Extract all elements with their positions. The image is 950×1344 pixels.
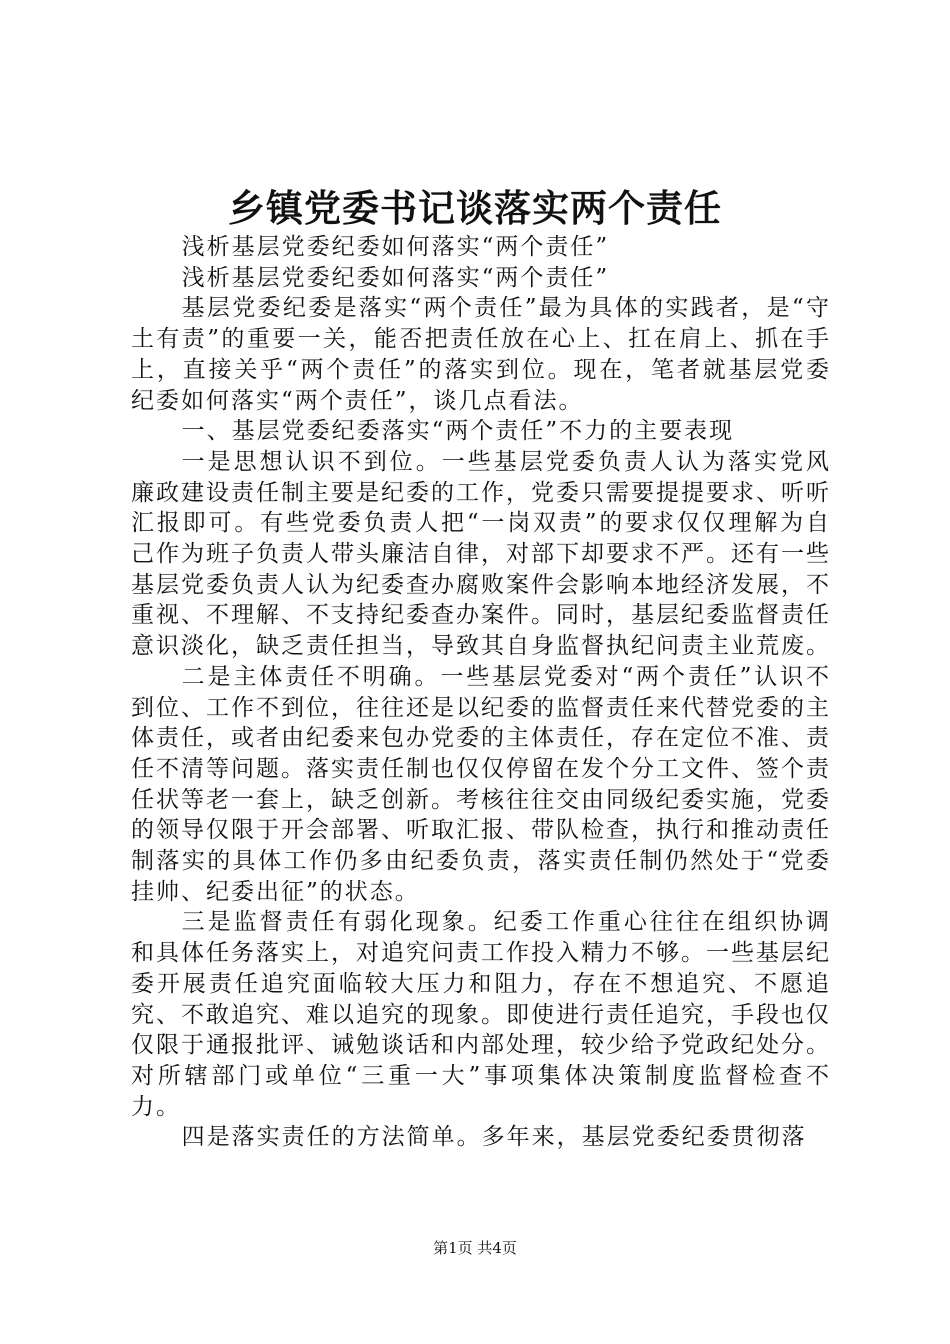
paragraph: 浅析基层党委纪委如何落实“两个责任” (181, 264, 610, 291)
section-heading: 一、基层党委纪委落实“两个责任”不力的主要表现 (181, 418, 735, 445)
paragraph: 基层党委纪委是落实“两个责任”最为具体的实践者，是“守土有责”的重要一关，能否把责任放在心上、扛在肩上、抓在手上，直接关乎“两个责任”的落实到位。现在，笔者就基层党委纪委如何落实“两个责任”，谈几点看法。 (131, 295, 831, 414)
paragraph: 二是主体责任不明确。一些基层党委对“两个责任”认识不到位、工作不到位，往往还是以纪委的监督责任来代替党委的主体责任，或者由纪委来包办党委的主体责任，存在定位不准、责任不清等问题。落实责任制也仅仅停留在发个分工文件、签个责任状等老一套上，缺乏创新。考核往往交由同级纪委实施，党委的领导仅限于开会部署、听取汇报、带队检查，执行和推动责任制落实的具体工作仍多由纪委负责，落实责任制仍然处于“党委挂帅、纪委出征”的状态。 (131, 663, 831, 905)
paragraph: 四是落实责任的方法简单。多年来，基层党委纪委贯彻落 (181, 1124, 807, 1151)
page-number-footer: 第1页 共4页 (433, 1239, 517, 1257)
paragraph: 一是思想认识不到位。一些基层党委负责人认为落实党风廉政建设责任制主要是纪委的工作，党委只需要提提要求、听听汇报即可。有些党委负责人把“一岗双责”的要求仅仅理解为自己作为班子负责人带头廉洁自律，对部下却要求不严。还有一些基层党委负责人认为纪委查办腐败案件会影响本地经济发展，不重视、不理解、不支持纪委查办案件。同时，基层纪委监督责任意识淡化，缺乏责任担当，导致其自身监督执纪问责主业荒废。 (131, 448, 831, 660)
paragraph: 浅析基层党委纪委如何落实“两个责任” (181, 234, 610, 260)
document-title: 乡镇党委书记谈落实两个责任 (228, 186, 722, 230)
paragraph: 三是监督责任有弱化现象。纪委工作重心往往在组织协调和具体任务落实上，对追究问责工作投入精力不够。一些基层纪委开展责任追究面临较大压力和阻力，存在不想追究、不愿追究、不敢追究、难以追究的现象。即使进行责任追究，手段也仅仅限于通报批评、诫勉谈话和内部处理，较少给予党政纪处分。对所辖部门或单位“三重一大”事项集体决策制度监督检查不力。 (131, 909, 831, 1120)
document-body (131, 232, 831, 1153)
